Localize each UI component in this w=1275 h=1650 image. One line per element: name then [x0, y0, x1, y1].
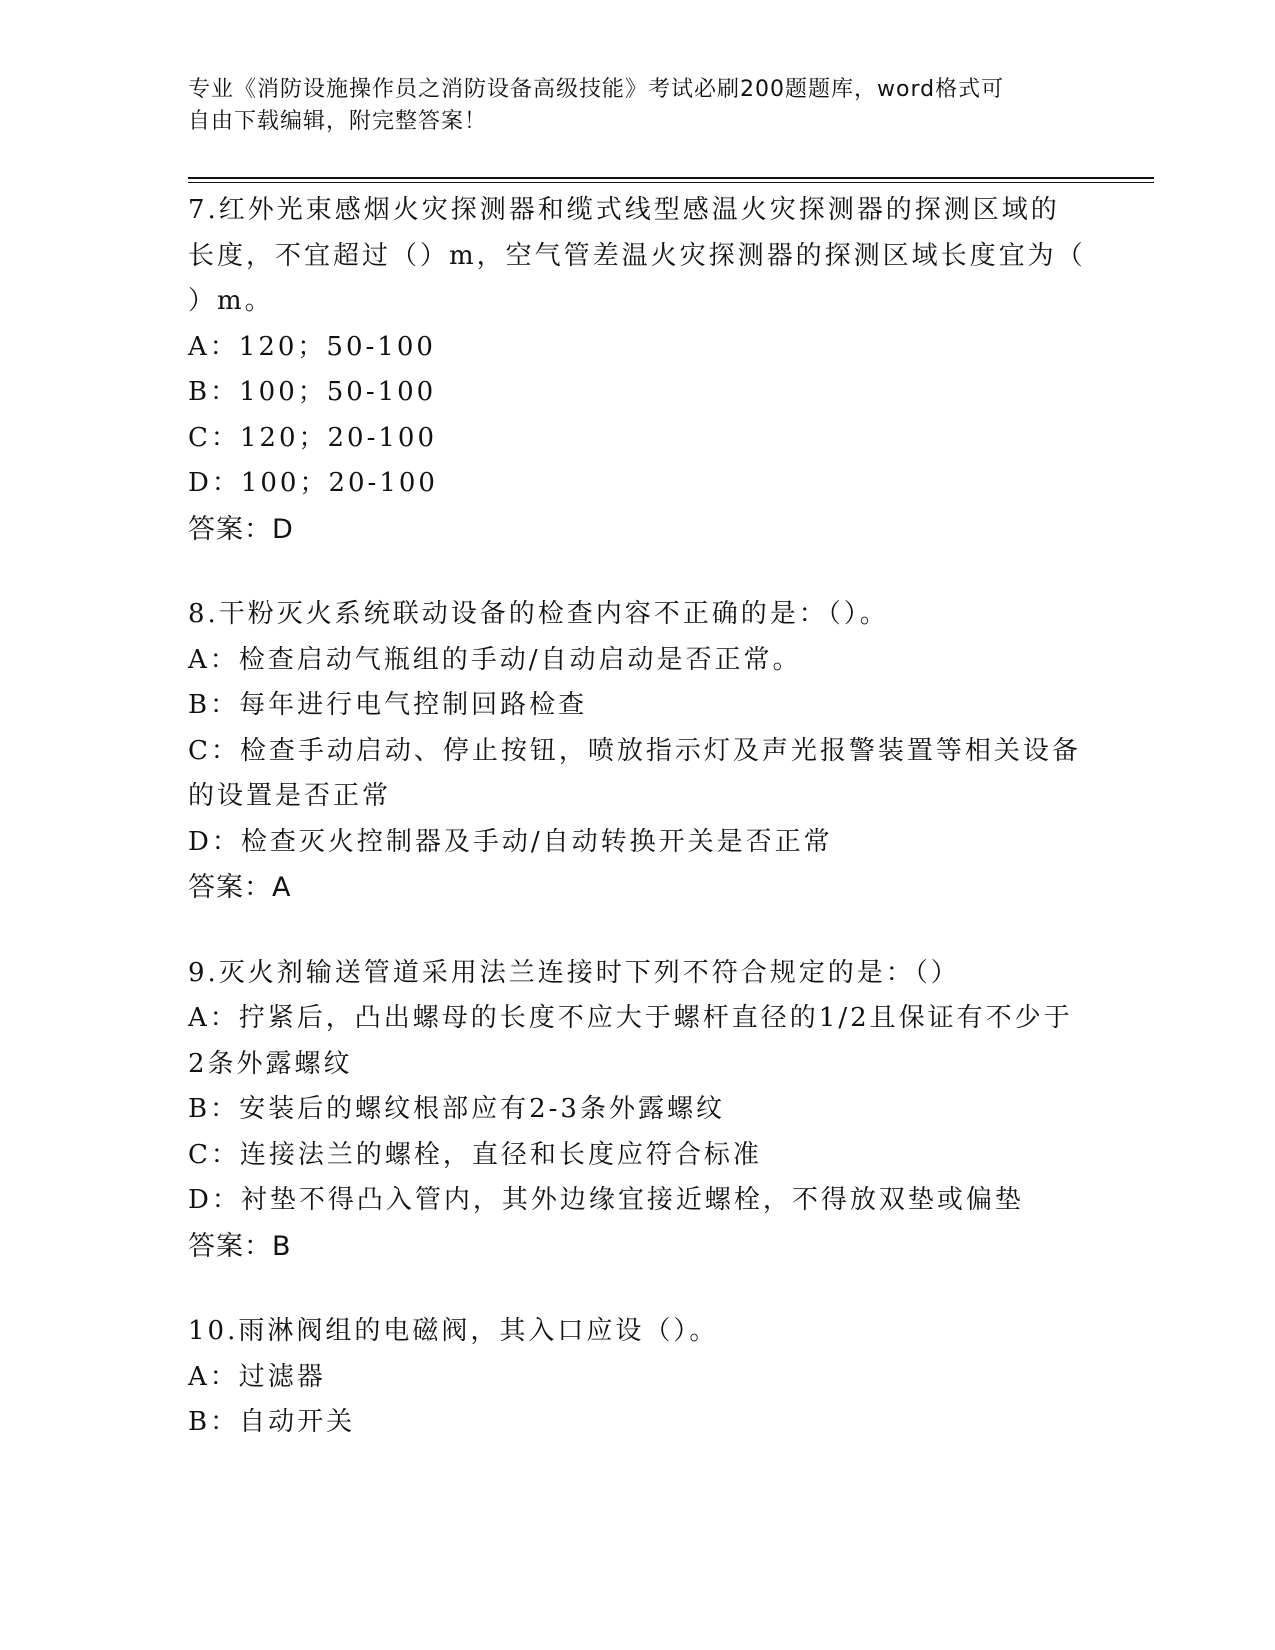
question-stem-line: ）m。 [188, 286, 274, 316]
option-line: B：每年进行电气控制回路检查 [188, 690, 588, 720]
question-block [188, 188, 1088, 552]
question-list [188, 188, 1088, 1486]
question-stem-line: 7.红外光束感烟火灾探测器和缆式线型感温火灾探测器的探测区域的 [188, 195, 1060, 225]
option-line: 的设置是否正常 [188, 781, 392, 811]
option-line: A：120；50-100 [188, 331, 436, 362]
option-line: C：连接法兰的螺栓，直径和长度应符合标准 [188, 1139, 762, 1170]
option-line: 2条外露螺纹 [188, 1048, 353, 1079]
option-line: B：100；50-100 [188, 377, 437, 407]
answer-label: 答案：D [188, 513, 294, 545]
answer-label: 答案：A [188, 872, 292, 903]
question-stem-line: 长度，不宜超过（）m，空气管差温火灾探测器的探测区域长度宜为（ [188, 240, 1086, 271]
option-line: D：100；20-100 [188, 468, 438, 498]
header-divider-thick [188, 177, 1154, 179]
header-divider-thin [188, 182, 1154, 183]
question-stem-line: 9.灭火剂输送管道采用法兰连接时下列不符合规定的是：（） [188, 957, 960, 988]
option-line: C：120；20-100 [188, 422, 438, 453]
header-line-2: 自由下载编辑，附完整答案！ [188, 109, 488, 134]
question-stem-line: 8.干粉灭火系统联动设备的检查内容不正确的是：（）。 [188, 599, 889, 629]
option-line: A：过滤器 [188, 1361, 326, 1392]
question-block [188, 951, 1088, 1270]
option-line: B：自动开关 [188, 1407, 356, 1437]
option-line: A：检查启动气瓶组的手动/自动启动是否正常。 [188, 644, 802, 675]
question-block [188, 1309, 1088, 1446]
option-line: C：检查手动启动、停止按钮，喷放指示灯及声光报警装置等相关设备 [188, 735, 1081, 766]
option-line: A：拧紧后，凸出螺母的长度不应大于螺杆直径的1/2且保证有不少于 [188, 1003, 1073, 1033]
header-line-1: 专业《消防设施操作员之消防设备高级技能》考试必刷200题题库，word格式可 [188, 77, 1005, 102]
document-header [188, 74, 1068, 138]
question-stem-line: 10.雨淋阀组的电磁阀，其入口应设（）。 [188, 1316, 719, 1346]
answer-label: 答案：B [188, 1230, 292, 1262]
option-line: D：检查灭火控制器及手动/自动转换开关是否正常 [188, 826, 833, 857]
question-block [188, 592, 1088, 911]
option-line: B：安装后的螺纹根部应有2-3条外露螺纹 [188, 1094, 725, 1124]
option-line: D：衬垫不得凸入管内，其外边缘宜接近螺栓，不得放双垫或偏垫 [188, 1185, 1024, 1215]
